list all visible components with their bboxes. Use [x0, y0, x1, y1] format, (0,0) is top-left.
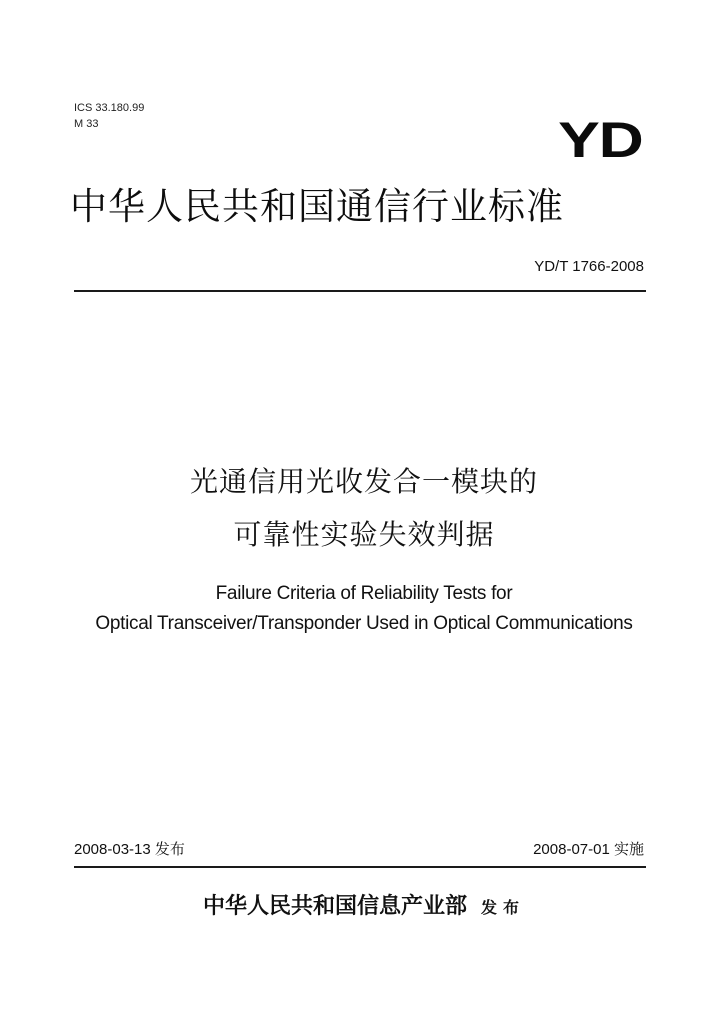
issue-date: 2008-03-13 发布	[74, 841, 185, 858]
en-title-line2: Optical Transceiver/Transponder Used in Optical Communications	[95, 613, 633, 634]
publisher-action: 发布	[481, 898, 526, 917]
header-codes	[74, 100, 144, 132]
publisher-line	[0, 890, 728, 924]
cn-title-line1: 光通信用光收发合一模块的	[189, 465, 538, 498]
classification-code: M 33	[74, 118, 99, 130]
publisher-name: 中华人民共和国信息产业部	[202, 893, 467, 919]
bottom-divider	[74, 866, 646, 868]
top-divider	[74, 290, 646, 292]
yd-logo: YD	[557, 112, 642, 168]
organization-standard-title: 中华人民共和国通信行业标准	[70, 185, 564, 228]
en-title-line1: Failure Criteria of Reliability Tests for	[215, 583, 513, 604]
implementation-date: 2008-07-01 实施	[533, 841, 644, 858]
cn-title-line2: 可靠性实验失效判据	[233, 518, 495, 551]
ics-code: ICS 33.180.99	[74, 102, 145, 114]
standard-number: YD/T 1766-2008	[534, 258, 644, 275]
